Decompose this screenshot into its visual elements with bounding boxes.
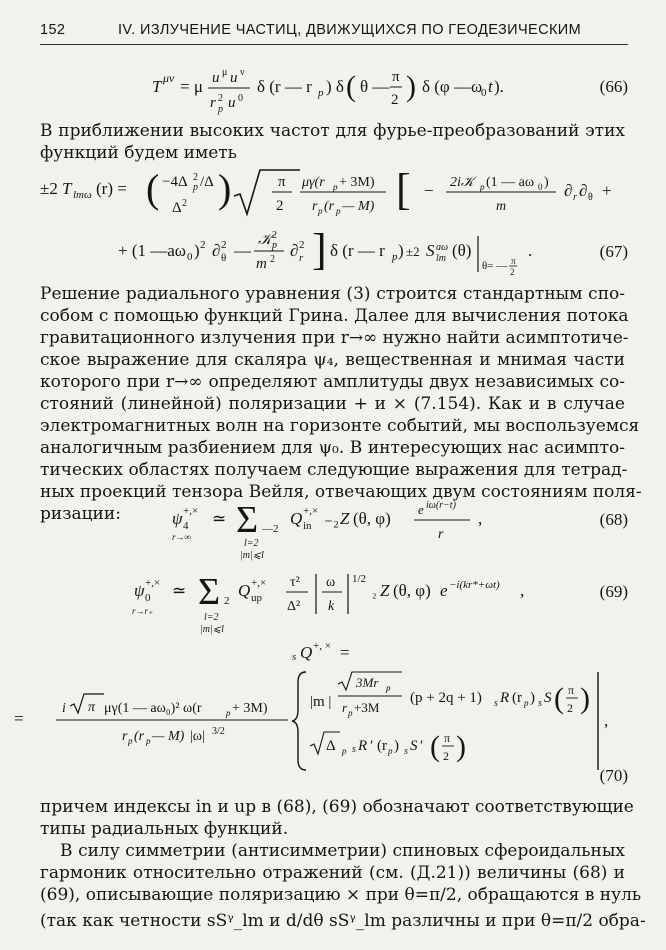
svg-text:2: 2 [182, 198, 187, 209]
paragraph-line: стояний (линейной) поляризации + и × (7.154). Как и в случае [40, 394, 625, 414]
svg-text:): ) [544, 175, 549, 190]
svg-text:2: 2 [391, 92, 399, 108]
svg-text:p: p [272, 240, 277, 251]
svg-text:(r) =: (r) = [96, 179, 127, 198]
svg-text:): ) [406, 70, 416, 103]
svg-text:(r: (r [512, 690, 522, 706]
svg-text:(: ( [146, 166, 160, 211]
svg-text:θ —: θ — [360, 77, 390, 96]
svg-text:Q: Q [300, 643, 313, 662]
paragraph-line: (так как четности sSᵞ_lm и d/dθ sSᵞ_lm различны и при θ=π/2 обра- [40, 911, 646, 931]
svg-text:(: ( [554, 682, 564, 715]
paragraph-line: Решение радиального уравнения (3) строится стандартным спо- [40, 284, 625, 304]
svg-text:2: 2 [221, 239, 227, 251]
svg-text:Z: Z [340, 509, 350, 528]
svg-text:|m|⩽l: |m|⩽l [240, 550, 264, 561]
paragraph-line: типы радиальных функций. [40, 819, 289, 839]
svg-text:k: k [328, 599, 335, 614]
svg-text:2: 2 [299, 239, 305, 251]
svg-text:2: 2 [567, 701, 573, 715]
svg-text:2: 2 [218, 93, 223, 104]
svg-text:μγ(1 — aω₀)² ω(r: μγ(1 — aω₀)² ω(r [104, 701, 202, 716]
svg-text:∂: ∂ [579, 181, 588, 200]
svg-text:0: 0 [238, 93, 243, 104]
svg-text:p: p [318, 87, 324, 99]
svg-text:θ= —: θ= — [482, 260, 508, 272]
svg-text:s: s [404, 746, 408, 757]
svg-text:0: 0 [145, 592, 151, 604]
svg-text:(p + 2q + 1): (p + 2q + 1) [410, 690, 482, 706]
svg-text:Δ²: Δ² [287, 599, 301, 614]
svg-text:u: u [228, 95, 236, 111]
svg-text:p: p [128, 736, 133, 746]
paragraph-line: ризации: [40, 504, 121, 524]
svg-text:i: i [62, 701, 66, 716]
svg-text:(θ, φ): (θ, φ) [393, 581, 431, 600]
svg-text:−i(kr*+ωt): −i(kr*+ωt) [449, 579, 500, 591]
paragraph-line: электромагнитных волн на горизонте событий, мы воспользуемся [40, 416, 640, 436]
svg-text:p: p [524, 698, 529, 708]
svg-text:1/2: 1/2 [352, 573, 367, 585]
svg-text:2: 2 [200, 239, 206, 251]
svg-text:l=2: l=2 [204, 612, 219, 623]
page-number: 152 [40, 22, 66, 38]
svg-text:2: 2 [270, 254, 275, 265]
svg-text:u: u [212, 70, 220, 86]
svg-text:p: p [333, 182, 338, 192]
svg-text:r: r [342, 700, 348, 715]
svg-text:[: [ [396, 166, 411, 214]
paragraph-line: (69), описывающие поляризацию × при θ=π/2, обращаются в нуль [40, 885, 642, 905]
svg-text:R: R [500, 690, 510, 706]
svg-text:ψ: ψ [172, 509, 183, 528]
svg-text:(r: (r [134, 729, 145, 744]
svg-text:±2: ±2 [40, 179, 58, 198]
svg-text:2: 2 [276, 198, 284, 214]
svg-text:−4Δ: −4Δ [162, 174, 188, 190]
svg-text:t: t [488, 77, 493, 96]
paragraph-line: аналогичным разбиением для ψ₀. В интересующих нас асимпто- [40, 438, 625, 458]
equation-69-number: (69) [599, 582, 628, 601]
svg-text:+: + [602, 181, 612, 200]
svg-text:r→r₊: r→r₊ [132, 606, 153, 616]
svg-text:in: in [303, 520, 312, 532]
svg-text:Σ: Σ [236, 499, 259, 541]
svg-text:,: , [478, 509, 483, 528]
svg-text:p: p [348, 708, 353, 718]
svg-text:θ: θ [588, 192, 593, 203]
svg-text:ν: ν [240, 67, 245, 78]
equation-70 [0, 666, 666, 778]
svg-text:— M): — M) [152, 729, 185, 744]
svg-text:+,×: +,× [251, 577, 267, 589]
svg-text:+ 3M): + 3M) [232, 701, 268, 716]
svg-text:r: r [122, 729, 128, 744]
svg-text:]: ] [312, 226, 327, 274]
svg-text:(θ, φ): (θ, φ) [353, 509, 391, 528]
paragraph-line: которого при r→∞ определяют амплитуды двух независимых со- [40, 372, 625, 392]
svg-text:2: 2 [443, 749, 449, 763]
svg-text:p: p [336, 206, 341, 216]
svg-text:,: , [604, 711, 609, 730]
paragraph-line: тических областях получаем следующие выражения для тетрад- [40, 460, 628, 480]
svg-text:ω: ω [326, 575, 336, 590]
svg-text:μν: μν [163, 71, 175, 85]
equation-67-line2 [0, 226, 666, 286]
svg-text:′ (r: ′ (r [370, 738, 388, 754]
svg-text:μ: μ [222, 67, 228, 78]
running-title: IV. ИЗЛУЧЕНИЕ ЧАСТИЦ, ДВИЖУЩИХСЯ ПО ГЕОДЕЗИЧЕСКИМ [118, 22, 582, 38]
svg-text:=: = [14, 709, 24, 728]
svg-text:p: p [193, 182, 198, 193]
svg-text:p: p [392, 251, 398, 263]
svg-text:₂: ₂ [372, 584, 377, 599]
svg-text:0: 0 [481, 87, 487, 99]
svg-text:+,×: +,× [183, 505, 199, 517]
svg-text:) δ: ) δ [326, 77, 344, 96]
svg-text:): ) [194, 241, 200, 260]
svg-text:): ) [456, 730, 466, 763]
svg-text:+,×: +,× [303, 505, 319, 517]
svg-text:δ (r — r: δ (r — r [257, 77, 312, 96]
svg-text:θ: θ [221, 252, 227, 264]
svg-text:|ω|: |ω| [190, 729, 205, 744]
svg-text:Q: Q [238, 581, 251, 600]
svg-text:3/2: 3/2 [212, 726, 225, 737]
paragraph-line: причем индексы in и up в (68), (69) обозначают соответствующие [40, 797, 634, 817]
svg-text:e: e [440, 581, 448, 600]
svg-text:s: s [538, 698, 542, 709]
svg-text:r: r [299, 252, 304, 264]
svg-text:p: p [388, 746, 393, 756]
equation-66-number: (66) [599, 77, 628, 96]
paragraph-line: гравитационного излучения при r→∞ нужно найти асимптотиче- [40, 328, 629, 348]
svg-text:): ) [580, 682, 590, 715]
paragraph-line: ское выражение для скаляра ψ₄, вещественная и мнимая части [40, 350, 625, 370]
svg-text:lm: lm [436, 253, 446, 264]
svg-text:p: p [342, 746, 347, 756]
svg-text:2: 2 [193, 172, 198, 183]
paragraph-line: собом с помощью функций Грина. Далее для вычисления потока [40, 306, 629, 326]
svg-text:): ) [394, 738, 399, 754]
equation-68-number: (68) [599, 510, 628, 529]
svg-text:(: ( [430, 730, 440, 763]
svg-text:3Mr: 3Mr [356, 675, 379, 690]
svg-text:π: π [278, 174, 286, 190]
svg-text:): ) [398, 241, 404, 260]
svg-text:Z: Z [380, 581, 390, 600]
svg-text:4: 4 [183, 520, 189, 532]
svg-text:up: up [251, 592, 262, 604]
svg-text:+, ×: +, × [313, 640, 331, 652]
svg-text:(: ( [346, 70, 356, 103]
eq66-text [0, 0, 1, 1]
svg-text:∂: ∂ [212, 241, 221, 260]
svg-text:π: π [392, 69, 400, 85]
svg-text:S: S [410, 738, 418, 754]
svg-text:T: T [152, 77, 162, 96]
svg-text:): ) [218, 166, 232, 211]
equation-66 [0, 60, 666, 116]
svg-text:(θ): (θ) [452, 241, 472, 260]
svg-text:p: p [218, 104, 223, 115]
paragraph-line: В силу симметрии (антисимметрии) спиновых сфероидальных [60, 841, 625, 861]
svg-text:∂: ∂ [564, 181, 573, 200]
svg-text:′: ′ [420, 738, 424, 754]
svg-text:p: p [226, 708, 231, 718]
svg-text:.: . [528, 241, 533, 260]
svg-text:δ (φ —ω: δ (φ —ω [422, 77, 483, 96]
svg-text:τ²: τ² [290, 575, 300, 590]
svg-text:±2: ±2 [406, 244, 420, 259]
paragraph-line: В приближении высоких частот для фурье-преобразований этих [40, 121, 625, 141]
svg-text:r→∞: r→∞ [172, 532, 191, 542]
header-rule [40, 44, 628, 45]
svg-text:r: r [573, 192, 577, 203]
svg-text:iω(r−t): iω(r−t) [426, 500, 456, 511]
equation-68 [0, 494, 666, 564]
svg-text:≃: ≃ [172, 581, 187, 600]
paragraph-line: функций будем иметь [40, 143, 237, 163]
svg-text:r: r [438, 527, 444, 542]
svg-text:): ) [530, 690, 535, 706]
svg-text:/Δ: /Δ [200, 174, 214, 190]
svg-text:(r: (r [324, 199, 335, 214]
svg-text:+,×: +,× [145, 577, 161, 589]
svg-text:+3M: +3M [354, 700, 380, 715]
equation-70-lhs [0, 636, 666, 670]
svg-text:2: 2 [510, 267, 515, 277]
svg-text:0: 0 [187, 251, 193, 263]
svg-text:𝒦: 𝒦 [258, 232, 272, 248]
svg-text:−: − [424, 181, 434, 200]
svg-text:=: = [340, 643, 350, 662]
svg-text:2: 2 [224, 595, 230, 607]
svg-text:p: p [146, 736, 151, 746]
equation-69 [0, 566, 666, 640]
svg-text:).: ). [494, 77, 504, 96]
svg-text:Σ: Σ [198, 571, 221, 613]
svg-text:+ 3M): + 3M) [339, 175, 375, 190]
svg-text:μγ(r: μγ(r [302, 175, 325, 190]
svg-text:T: T [62, 179, 72, 198]
svg-text:s: s [352, 744, 356, 755]
svg-text:|m |: |m | [310, 694, 332, 710]
svg-text:p: p [318, 206, 323, 216]
svg-text:2i𝒦: 2i𝒦 [450, 175, 474, 190]
svg-text:|m|⩽l: |m|⩽l [200, 624, 224, 635]
svg-text:+ (1 —aω: + (1 —aω [118, 241, 186, 260]
equation-70-number: (70) [599, 766, 628, 785]
svg-text:∂: ∂ [290, 241, 299, 260]
svg-text:π: π [568, 683, 575, 697]
svg-text:r: r [210, 95, 216, 111]
svg-text:π: π [444, 731, 451, 745]
svg-text:—: — [234, 241, 251, 260]
svg-text:m: m [256, 256, 267, 272]
svg-text:2: 2 [272, 230, 277, 241]
svg-text:≃: ≃ [212, 509, 227, 528]
svg-text:aω: aω [436, 242, 449, 253]
svg-text:u: u [230, 70, 238, 86]
equation-67-number: (67) [599, 242, 628, 261]
svg-text:p: p [386, 683, 391, 693]
svg-text:m: m [496, 199, 507, 214]
svg-text:—2: —2 [262, 523, 279, 535]
svg-text:Q: Q [290, 509, 303, 528]
svg-text:e: e [418, 502, 424, 517]
svg-text:,: , [520, 581, 525, 600]
svg-text:0: 0 [538, 182, 543, 192]
paragraph-line: ных проекций тензора Вейля, отвечающих двум состояниям поля- [40, 482, 642, 502]
svg-text:r: r [312, 199, 318, 214]
svg-text:p: p [480, 182, 485, 192]
svg-text:π: π [88, 700, 96, 715]
svg-text:l=2: l=2 [244, 538, 259, 549]
svg-text:Δ: Δ [172, 200, 182, 216]
svg-text:— M): — M) [342, 199, 375, 214]
svg-text:s: s [292, 651, 297, 663]
svg-text:₋₂: ₋₂ [324, 509, 339, 528]
svg-text:S: S [426, 241, 435, 260]
svg-text:(1 — aω: (1 — aω [486, 175, 535, 190]
equation-67-line1 [0, 166, 666, 224]
svg-text:s: s [494, 698, 498, 709]
svg-text:ψ: ψ [134, 581, 145, 600]
svg-text:lmω: lmω [73, 189, 92, 201]
svg-text:S: S [544, 690, 552, 706]
svg-text:π: π [511, 256, 516, 266]
svg-text:R: R [358, 738, 368, 754]
paragraph-line: гармоник относительно отражений (см. (Д.21)) величины (68) и [40, 863, 625, 883]
svg-text:Δ: Δ [326, 738, 336, 754]
svg-text:= μ: = μ [180, 77, 203, 96]
svg-text:δ (r — r: δ (r — r [330, 241, 385, 260]
